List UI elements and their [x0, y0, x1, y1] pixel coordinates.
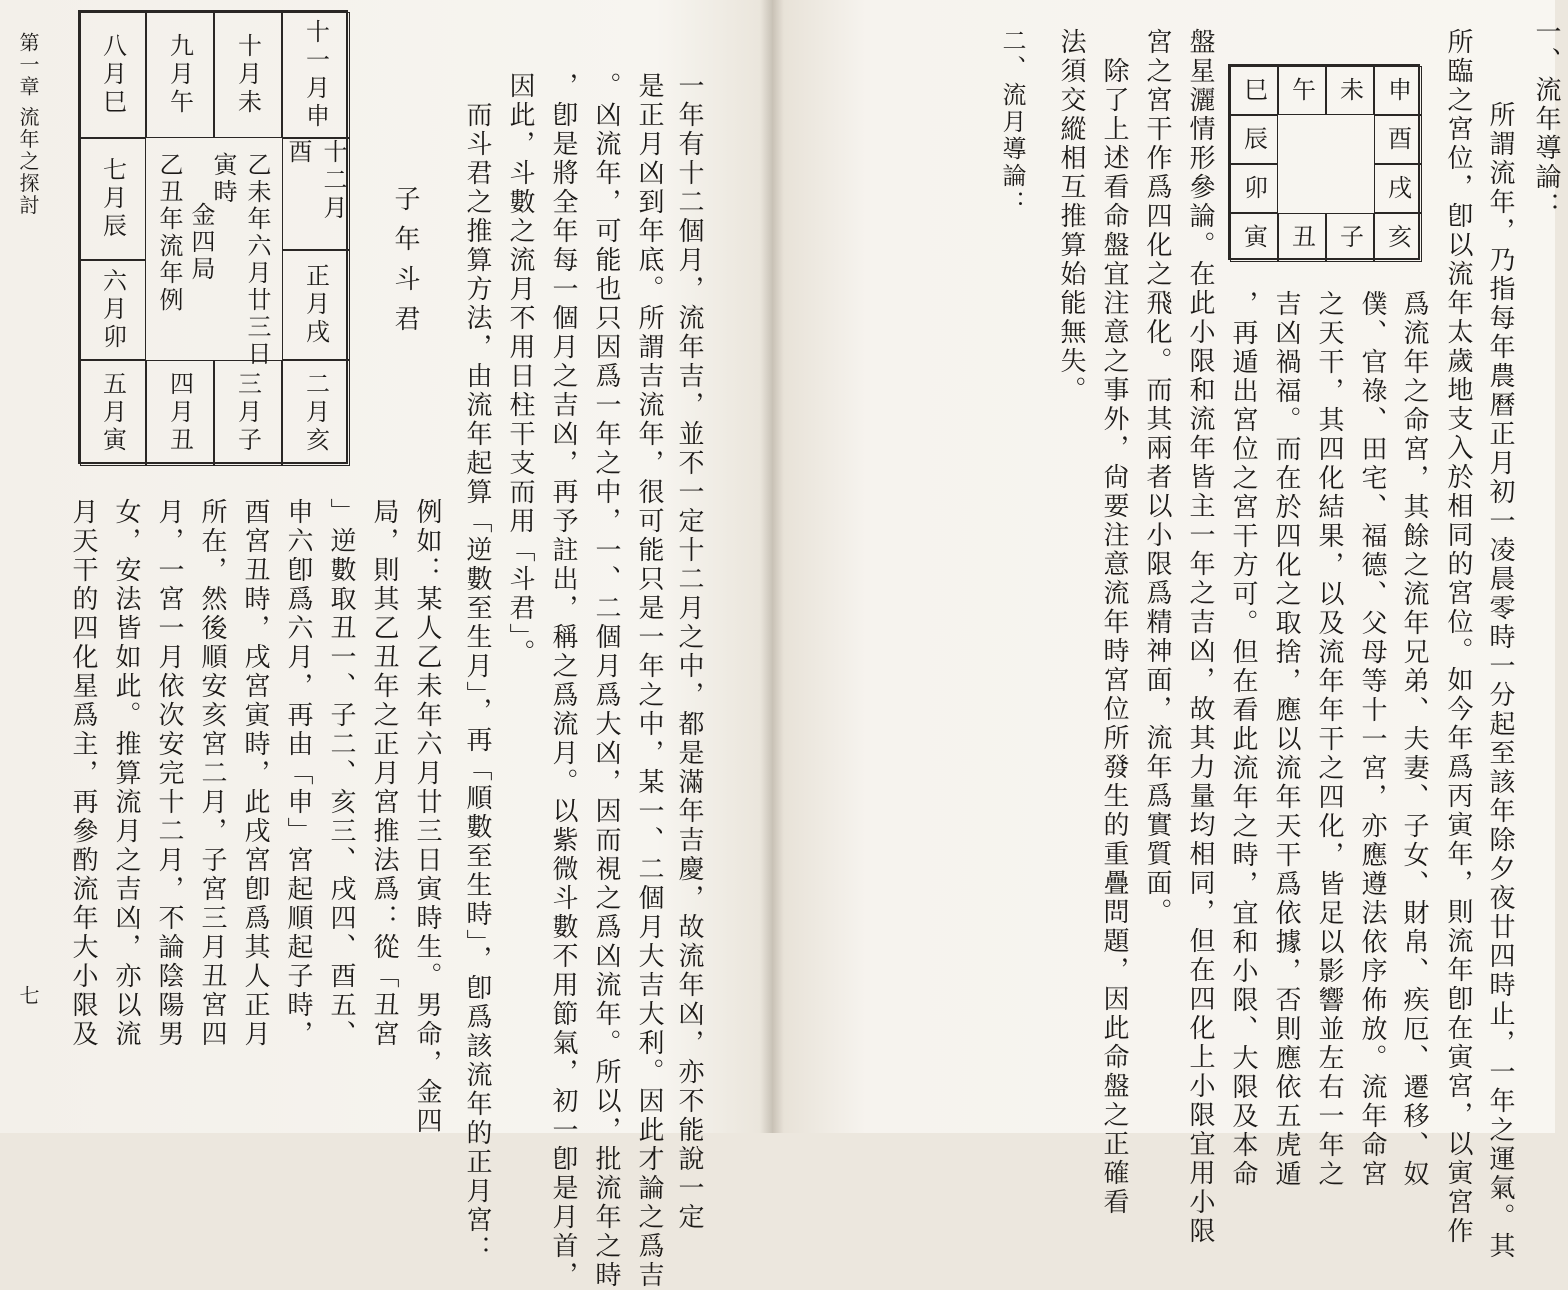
chart-cell: 巳	[1230, 66, 1278, 115]
body-column: 之天干，其四化結果，以及流年年干之四化，皆足以影響並左右一年之	[1314, 290, 1344, 1189]
chart-center-birth: 乙未年六月廿三日	[243, 152, 271, 368]
chart-cell: 丑	[1278, 213, 1326, 262]
chart-cell: 戌	[1374, 164, 1422, 213]
body-column: 而斗君之推算方法，由流年起算「逆數至生月」，再「順數至生時」，卽爲該流年的正月宮：	[462, 72, 492, 1264]
chart-cell: 五月寅	[80, 360, 146, 466]
body-column: ，卽是將全年每一個月之吉凶，再予註出，稱之爲流月。以紫微斗數不用節氣，初一卽是月首，	[548, 72, 578, 1290]
body-column: 局，則其乙丑年之正月宮推法爲：從「丑宮	[369, 440, 399, 1049]
body-column: 月，一宮一月依次安完十二月，不論陰陽男	[154, 440, 184, 1049]
chart-center-example: 乙丑年流年例	[155, 152, 183, 314]
chart-cell: 子	[1326, 213, 1374, 262]
body-column: 例如：某人乙未年六月廿三日寅時生。男命，金四	[412, 440, 442, 1136]
body-column: 法須交縱相互推算始能無失。	[1056, 28, 1086, 405]
body-column: 所謂流年，乃指每年農曆正月初一凌晨零時一分起至該年除夕夜廿四時止，一年之運氣。其	[1485, 72, 1515, 1261]
chapter-footer: 第一章 流年之探討	[16, 32, 40, 217]
chart-cell: 二月亥	[282, 360, 350, 466]
body-column: 所在，然後順安亥宮二月，子宮三月丑宮四	[197, 440, 227, 1049]
chart-cell: 未	[1326, 66, 1374, 115]
body-column: ，再遁出宮位之宮干方可。但在看此流年之時，宜和小限、大限及本命	[1228, 290, 1258, 1189]
body-column: 所臨之宮位，卽以流年太歲地支入於相同的宮位。如今年爲丙寅年，則流年卽在寅宮，以寅宮作	[1443, 28, 1473, 1246]
chart-cell: 十一月申	[282, 12, 350, 138]
body-column: 宮之宮干作爲四化之飛化。而其兩者以小限爲精神面，流年爲實質面。	[1142, 28, 1172, 927]
body-column: 吉凶禍福。而在於四化之取捨，應以流年天干爲依據，否則應依五虎遁	[1271, 290, 1301, 1189]
body-column: 月天干的四化星爲主，再參酌流年大小限及	[68, 440, 98, 1049]
body-column: 除了上述看命盤宜注意之事外，尙要注意流年時宮位所發生的重疊問題，因此命盤之正確看	[1099, 28, 1129, 1217]
chart-cell: 午	[1278, 66, 1326, 115]
section-header: 二、流月導論：	[998, 28, 1026, 217]
body-column: 盤星灑情形參論。在此小限和流年皆主一年之吉凶，故其力量均相同，但在四化上小限宜用小限	[1185, 28, 1215, 1246]
chart-cell: 三月子	[214, 360, 282, 466]
page-number: 七	[16, 985, 40, 1007]
chart-cell: 申	[1374, 66, 1422, 115]
chart-center-element: 金四局	[187, 202, 215, 283]
body-column: 爲流年之命宮，其餘之流年兄弟、夫妻、子女、財帛、疾厄、遷移、奴	[1399, 290, 1429, 1189]
chart-cell: 四月丑	[146, 360, 214, 466]
body-column: 僕、官祿、田宅、福德、父母等十一宮，亦應遵法依序佈放。流年命宮	[1357, 290, 1387, 1189]
body-column: 是正月凶到年底。所謂吉流年，很可能只是一年之中，某一、二個月大吉大利。因此才論之爲吉	[634, 72, 664, 1290]
chart-cell: 十月未	[214, 12, 282, 138]
chart-cell: 八月巳	[80, 12, 146, 138]
chart-cell: 亥	[1374, 213, 1422, 262]
body-column: 申六卽爲六月，再由「申」宮起順起子時，	[283, 440, 313, 1049]
body-column: 女，安法皆如此。推算流月之吉凶，亦以流	[111, 440, 141, 1049]
chart-cell: 九月午	[146, 12, 214, 138]
chart-cell: 辰	[1230, 115, 1278, 164]
book-gutter	[760, 0, 784, 1133]
palace-chart	[1228, 64, 1420, 260]
chart-cell: 酉	[1374, 115, 1422, 164]
body-column: 。凶流年，可能也只因爲一年之中，一、二個月爲大凶，因而視之爲凶流年。所以，批流年之時	[591, 72, 621, 1290]
chart-center-hour: 寅時	[209, 152, 237, 206]
section-header: 一、流年導論：	[1531, 18, 1561, 221]
body-column: 一年有十二個月，流年吉，並不一定十二月之中，都是滿年吉慶，故流年凶，亦不能說一定	[674, 72, 704, 1232]
doujun-chart	[78, 10, 348, 464]
chart-cell: 十二月酉	[282, 138, 350, 250]
chart-cell: 寅	[1230, 213, 1278, 262]
chart-cell: 正月戌	[282, 250, 350, 360]
body-column: 因此，斗數之流月不用日柱干支而用「斗君」。	[505, 72, 535, 668]
chart-cell: 六月卯	[80, 260, 146, 360]
body-column: 」逆數取丑一、子二、亥三、戌四、酉五、	[326, 440, 356, 1049]
chart-cell: 卯	[1230, 164, 1278, 213]
body-column: 酉宮丑時，戌宮寅時，此戌宮卽爲其人正月	[240, 440, 270, 1049]
chart-title: 子年斗君	[390, 185, 420, 345]
chart-cell: 七月辰	[80, 138, 146, 260]
